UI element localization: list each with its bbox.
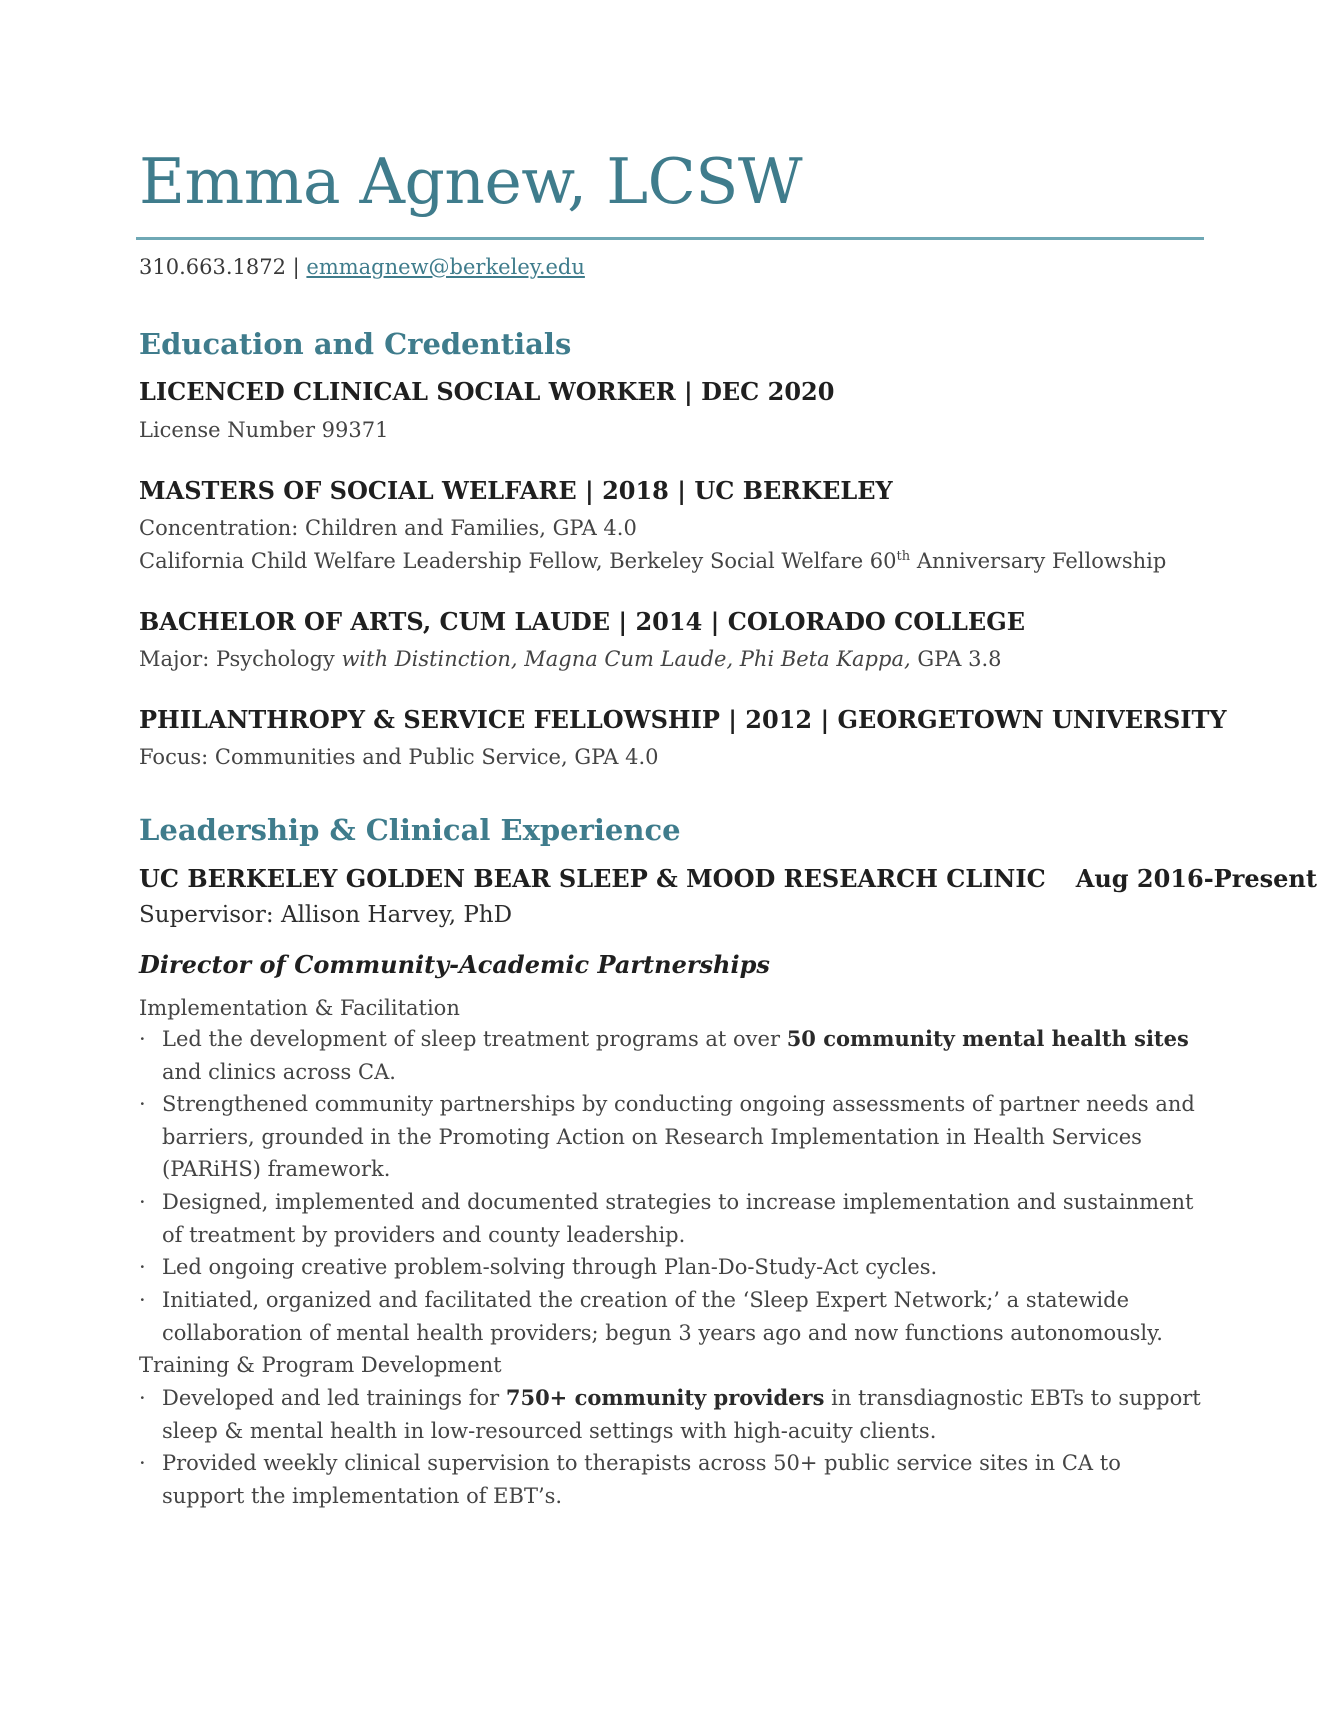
contact-line	[139, 255, 1209, 279]
group-training: Training & Program Development	[139, 1353, 502, 1377]
list-item: · Developed and led trainings for 750+ community providers in transdiagnostic EBTs to support sleep & mental health in low-resourced settings with high-acuity clients.	[139, 1382, 1209, 1447]
experience-org: UC BERKELEY GOLDEN BEAR SLEEP & MOOD RESEARCH CLINIC Aug 2016-Present	[139, 864, 1317, 893]
experience-dates: Aug 2016-Present	[1075, 864, 1317, 893]
ba-heading: BACHELOR OF ARTS, CUM LAUDE | 2014 | COLORADO COLLEGE	[139, 607, 1025, 636]
email-link[interactable]: emmagnew@berkeley.edu	[306, 255, 585, 279]
license-heading: LICENCED CLINICAL SOCIAL WORKER | DEC 2020	[139, 377, 835, 406]
education-section-title: Education and Credentials	[139, 327, 572, 361]
experience-section-title: Leadership & Clinical Experience	[139, 813, 681, 847]
header-divider	[136, 237, 1204, 240]
candidate-name: Emma Agnew, LCSW	[139, 145, 803, 218]
list-item: · Initiated, organized and facilitated the creation of the ‘Sleep Expert Network;’ a statewide collaboration of mental health providers; begun 3 years ago and now functions autonomously.	[139, 1284, 1209, 1349]
resume-header	[139, 145, 1209, 279]
experience-role: Director of Community-Academic Partnerships	[139, 950, 770, 979]
phone-number: 310.663.1872	[139, 255, 286, 279]
contact-separator: |	[285, 255, 307, 279]
list-item: · Strengthened community partnerships by conducting ongoing assessments of partner needs and barriers, grounded in the Promoting Action on Research Implementation in Health Services (PARiHS) framework.	[139, 1088, 1209, 1186]
msw-concentration: Concentration: Children and Families, GPA 4.0	[139, 516, 637, 540]
list-item: · Led the development of sleep treatment programs at over 50 community mental health sites and clinics across CA.	[139, 1023, 1209, 1088]
msw-heading: MASTERS OF SOCIAL WELFARE | 2018 | UC BERKELEY	[139, 476, 893, 505]
group-implementation: Implementation & Facilitation	[139, 996, 460, 1020]
fellowship-heading: PHILANTHROPY & SERVICE FELLOWSHIP | 2012 | GEORGETOWN UNIVERSITY	[139, 705, 1227, 734]
bullet-icon: ·	[139, 1288, 146, 1312]
bullet-icon: ·	[139, 1255, 146, 1279]
list-item: · Designed, implemented and documented strategies to increase implementation and sustainment of treatment by providers and county leadership.	[139, 1186, 1209, 1251]
list-item: · Led ongoing creative problem-solving through Plan-Do-Study-Act cycles.	[139, 1251, 1209, 1284]
fellowship-focus: Focus: Communities and Public Service, GPA 4.0	[139, 745, 659, 769]
bullet-icon: ·	[139, 1451, 146, 1475]
license-detail: License Number 99371	[139, 418, 389, 442]
ba-major: Major: Psychology with Distinction, Magna Cum Laude, Phi Beta Kappa, GPA 3.8	[139, 647, 1002, 671]
msw-fellowship: California Child Welfare Leadership Fellow, Berkeley Social Welfare 60th Anniversary Fellowship	[139, 549, 1167, 573]
bullet-icon: ·	[139, 1092, 146, 1116]
bullet-icon: ·	[139, 1386, 146, 1410]
bullet-icon: ·	[139, 1027, 146, 1051]
bullet-icon: ·	[139, 1190, 146, 1214]
experience-supervisor: Supervisor: Allison Harvey, PhD	[139, 902, 513, 928]
list-item: · Provided weekly clinical supervision to therapists across 50+ public service sites in CA to support the implementation of EBT’s.	[139, 1447, 1209, 1512]
